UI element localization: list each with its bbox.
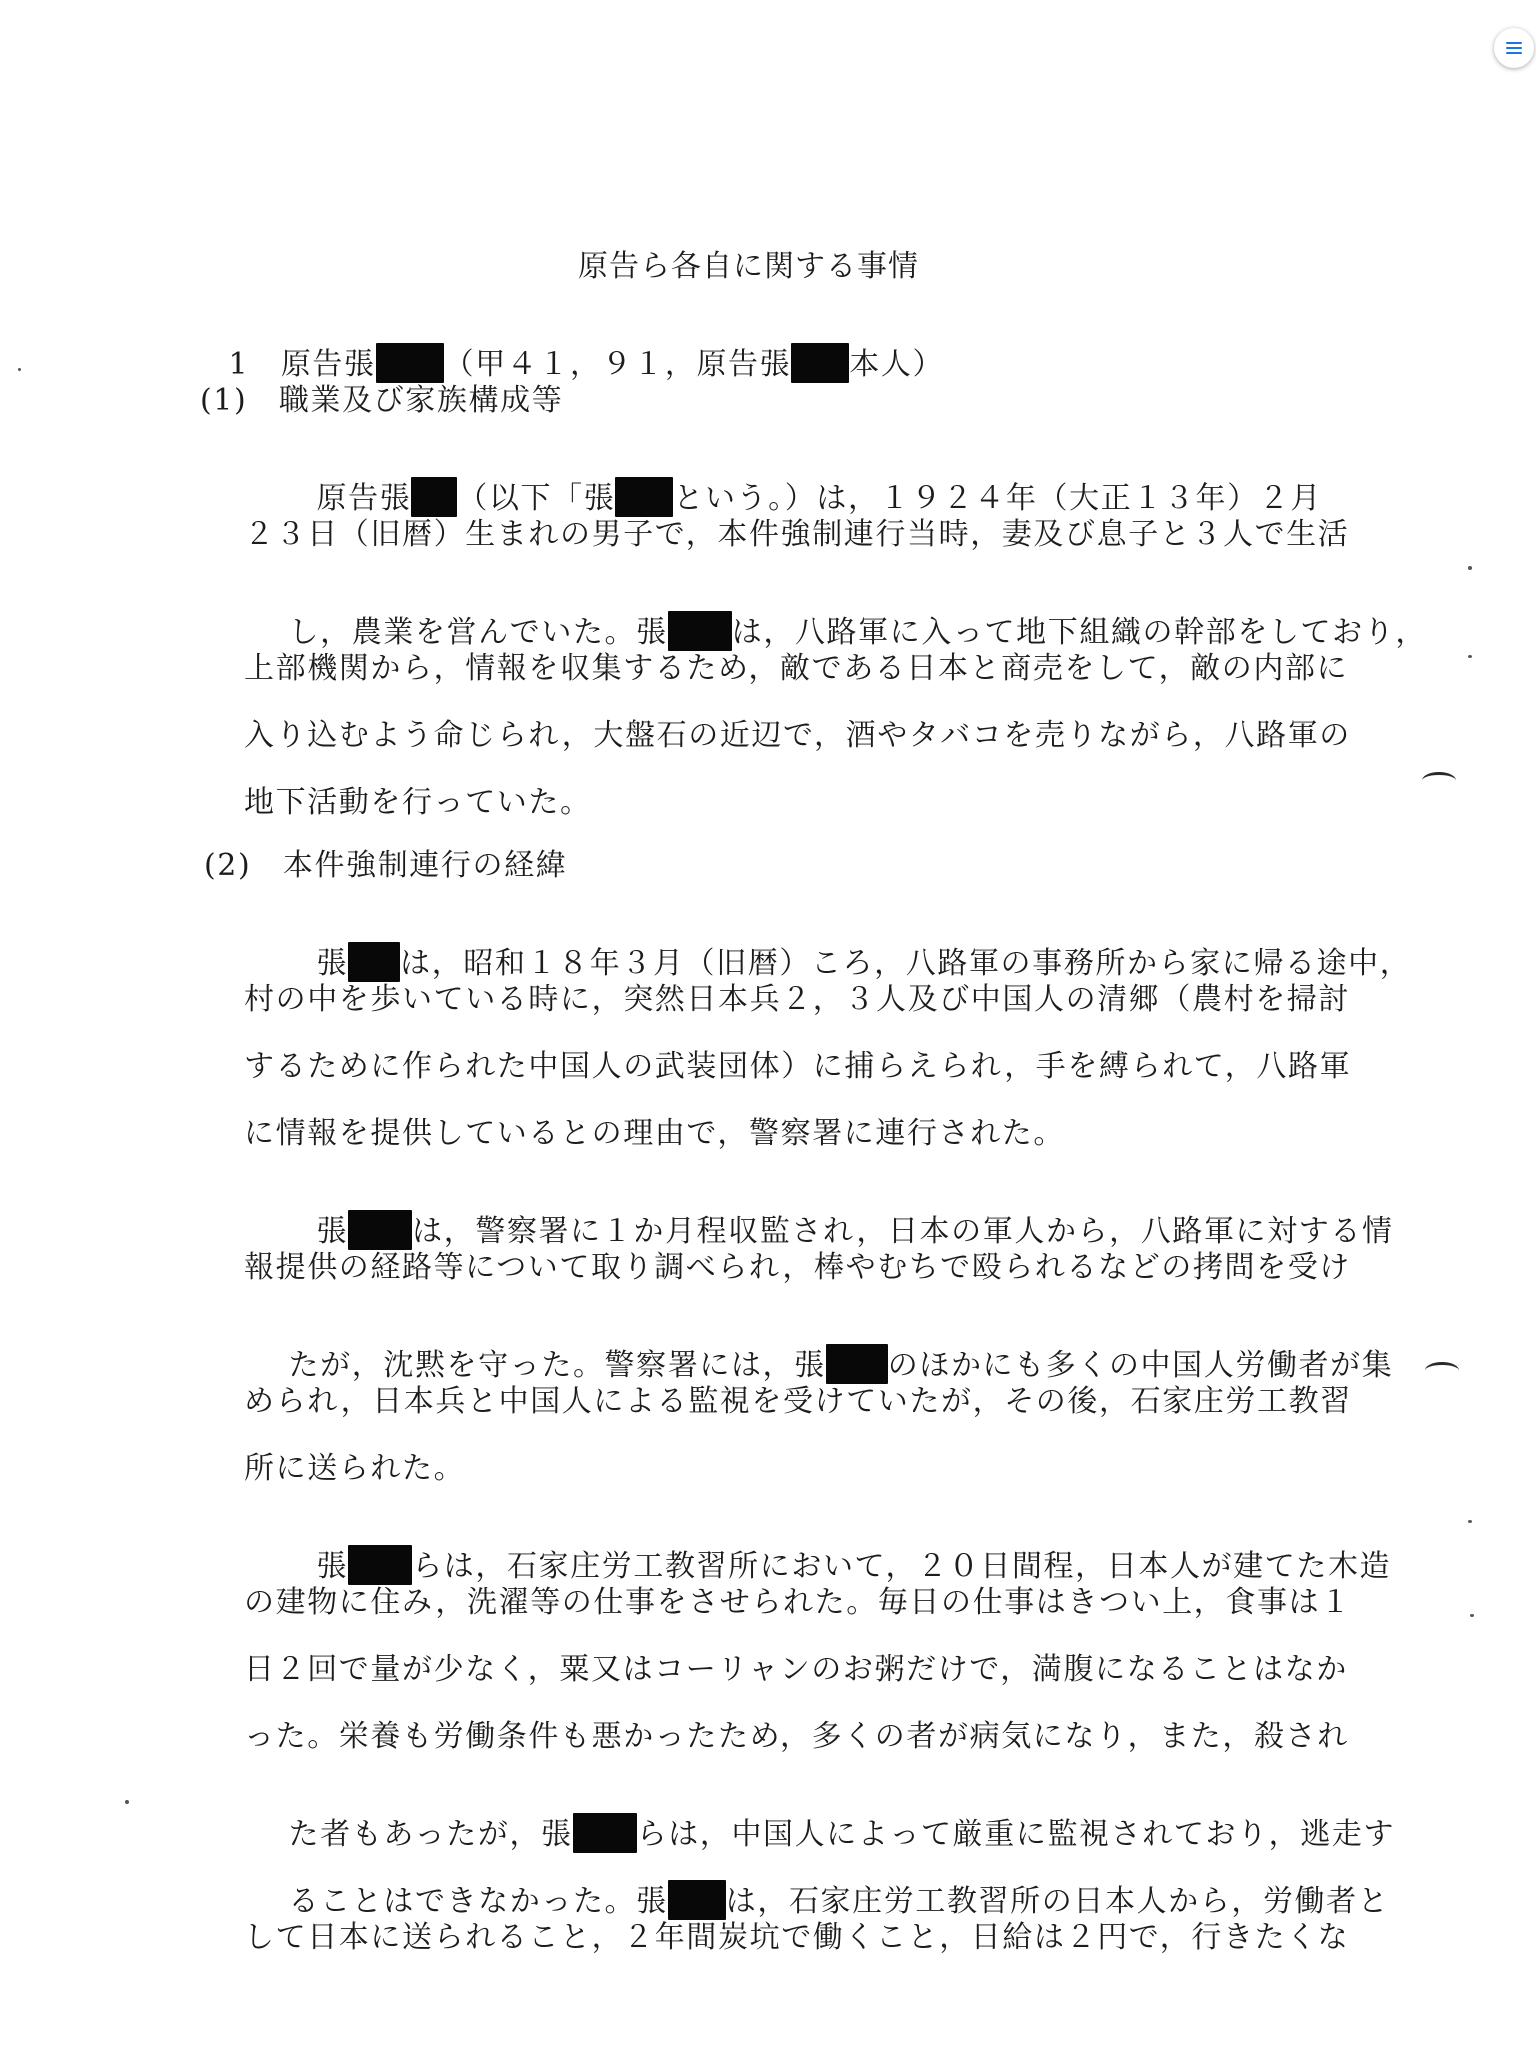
paragraph-line: 報提供の経路等について取り調べられ，棒やむちで殴られるなどの拷問を受け [244,1250,1351,1285]
plaintiff-heading [184,319,945,382]
paragraph-line [244,1320,1394,1383]
redaction-block [376,343,444,383]
text-segment: は，石家庄労工教習所の日本人から，労働者と [725,1884,1390,1919]
text-segment: たが，沈黙を守った。警察署には，張 [288,1348,826,1383]
paragraph-line [244,1789,1396,1852]
redaction-block [348,1210,412,1250]
scan-speck [18,368,21,371]
paragraph-line: 村の中を歩いている時に，突然日本兵２，３人及び中国人の清郷（農村を掃討 [244,982,1350,1017]
text-segment: 張 [316,946,349,981]
redaction-block [573,1813,637,1853]
text-segment: らは，中国人によって厳重に監視されており，逃走す [636,1817,1396,1852]
paragraph-line: するために作られた中国人の武装団体）に捕らえられ，手を縛られて，八路軍 [244,1049,1352,1084]
text-segment: という。）は，１９２４年（大正１３年）２月 [673,481,1322,516]
paragraph-line [244,587,1427,650]
paragraph-line: 所に送られた。 [244,1451,466,1486]
redaction-block [411,477,457,517]
paragraph-line [272,918,1412,981]
paragraph-line: 地下活動を行っていた。 [244,785,592,820]
text-segment: は，昭和１８年３月（旧暦）ころ，八路軍の事務所から家に帰る途中， [400,946,1412,981]
text-segment: のほかにも多くの中国人労働者が集 [887,1348,1394,1383]
text-segment: （甲４１，９１，原告張 [443,347,792,382]
section-heading: (2) 本件強制連行の経緯 [204,848,568,883]
text-segment: らは，石家庄労工教習所において，２０日間程，日本人が建てた木造 [412,1549,1392,1584]
hamburger-menu-icon [1505,40,1523,56]
text-segment: 1 原告張 [228,347,376,382]
redaction-block [668,611,732,651]
paragraph-line: められ，日本兵と中国人による監視を受けていたが，その後，石家庄労工教習 [244,1384,1352,1419]
paragraph-line: ２３日（旧暦）生まれの男子で，本件強制連行当時，妻及び息子と３人で生活 [244,517,1350,552]
paragraph-line: に情報を提供しているとの理由で，警察署に連行された。 [244,1116,1065,1151]
scan-speck [125,1800,129,1804]
paragraph-line: った。栄養も労働条件も悪かったため，多くの者が病気になり，また，殺され [244,1719,1349,1754]
paragraph-line: 入り込むよう命じられ，大盤石の近辺で，酒やタバコを売りながら，八路軍の [244,718,1351,753]
paragraph-line: 日２回で量が少なく，粟又はコーリャンのお粥だけで，満腹になることはなか [244,1652,1348,1687]
scan-speck [1468,566,1472,570]
document-title: 原告ら各自に関する事情 [578,249,919,284]
redaction-block [348,942,400,982]
menu-button[interactable] [1494,28,1534,68]
paragraph-line: して日本に送られること，２年間炭坑で働くこと，日給は２円で，行きたくな [244,1920,1350,1955]
text-segment: ることはできなかった。張 [288,1884,668,1919]
redaction-block [615,477,673,517]
text-segment: 原告張 [316,481,412,516]
section-heading: (1) 職業及び家族構成等 [200,383,564,418]
scan-arc-mark [1422,772,1456,789]
paragraph-line [272,1521,1392,1584]
scan-speck [1468,1520,1472,1523]
paragraph-line [272,1186,1394,1249]
text-segment: は，警察署に１か月程収監され，日本の軍人から，八路軍に対する情 [412,1214,1394,1249]
scan-speck [1470,1614,1474,1617]
paragraph-line: の建物に住み，洗濯等の仕事をさせられた。毎日の仕事はきつい上，食事は１ [244,1585,1352,1620]
text-segment: 張 [316,1549,349,1584]
scan-arc-mark [1425,1362,1459,1379]
text-segment: 本人） [849,347,945,382]
text-segment: 張 [316,1214,349,1249]
paragraph-line [272,453,1322,516]
redaction-block [668,1880,726,1920]
paragraph-line: 上部機関から，情報を収集するため，敵である日本と商売をして，敵の内部に [244,651,1349,686]
redaction-block [826,1344,888,1384]
paragraph-line [244,1856,1390,1919]
redaction-block [791,343,849,383]
text-segment: し，農業を営んでいた。張 [288,615,668,650]
text-segment: た者もあったが，張 [288,1817,573,1852]
text-segment: （以下「張 [457,481,616,516]
scan-speck [1468,655,1472,658]
redaction-block [348,1545,412,1585]
text-segment: は，八路軍に入って地下組織の幹部をしており， [731,615,1427,650]
